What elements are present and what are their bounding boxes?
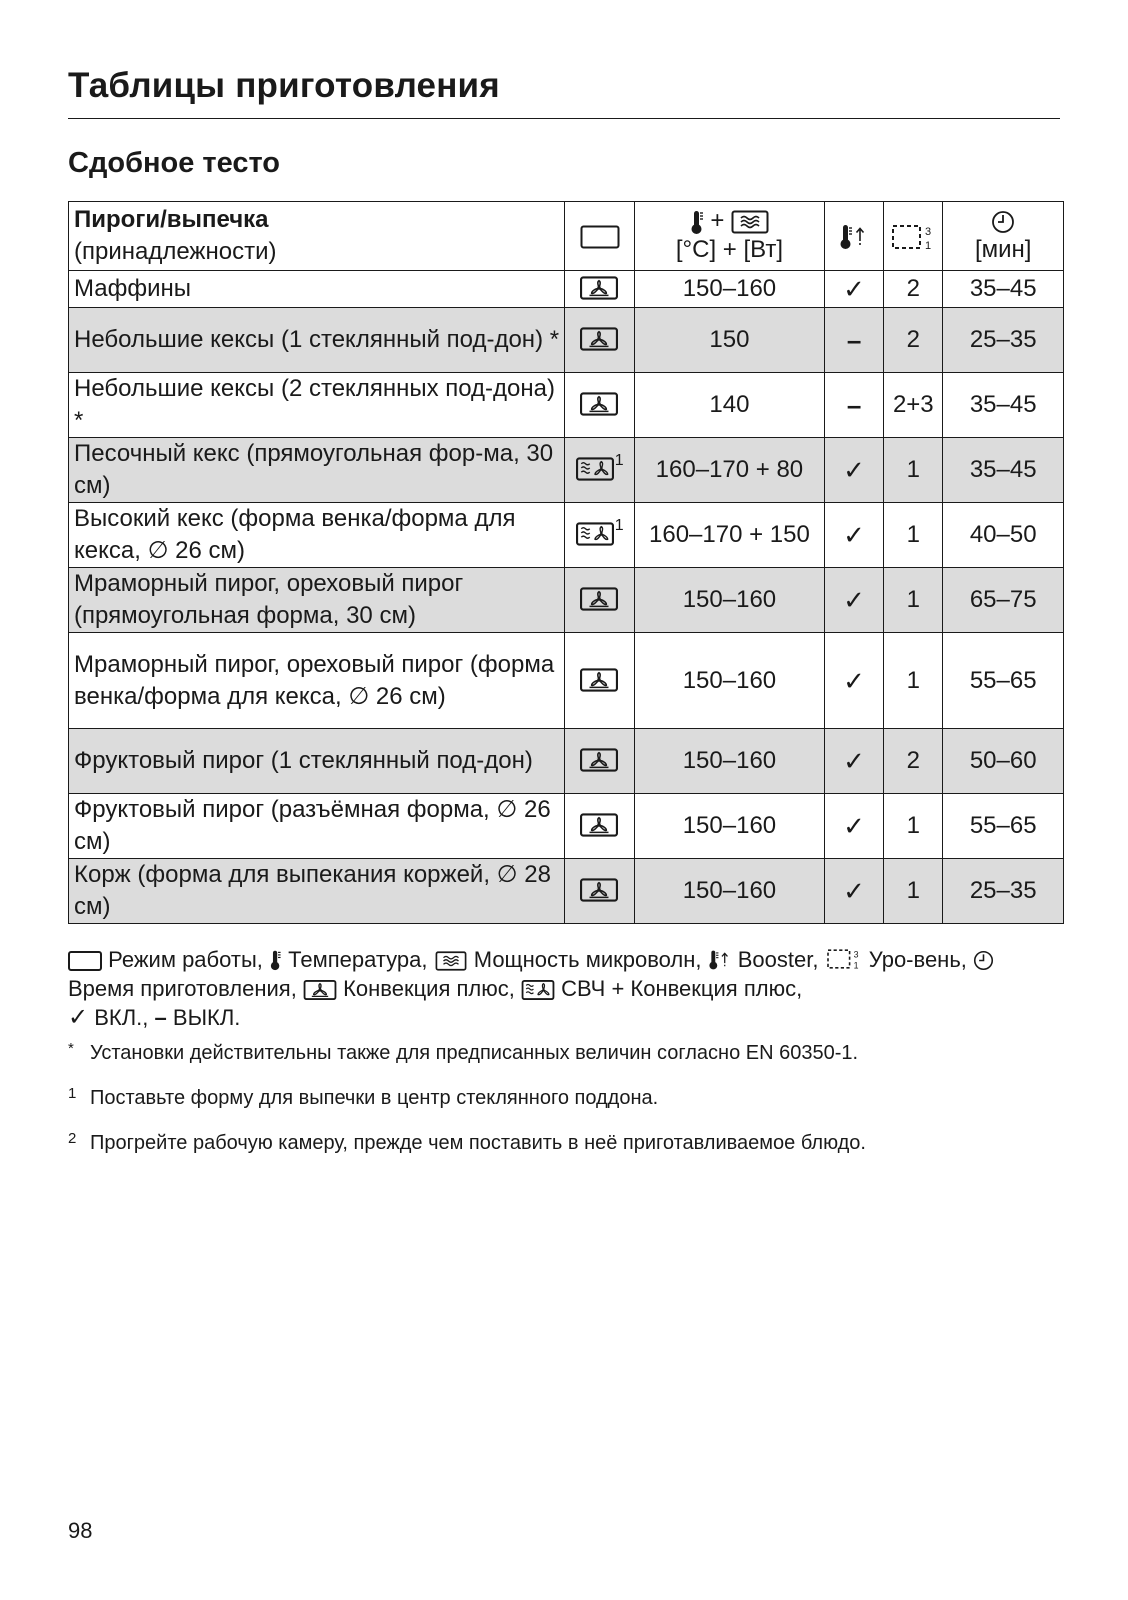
- mode-cell: [565, 859, 634, 924]
- footnote-marker: *: [68, 1040, 74, 1057]
- table-row: [69, 859, 1064, 924]
- mode-footnote-ref: 1: [614, 451, 624, 469]
- dish-name: [69, 308, 565, 373]
- dish-name: [69, 438, 565, 503]
- convection-plus-icon: [580, 813, 618, 837]
- level-cell: 1: [884, 633, 943, 729]
- dish-name: [69, 568, 565, 633]
- title-divider: [68, 118, 1060, 119]
- thermometer-icon: [690, 209, 704, 235]
- microwave-convection-plus-icon: [576, 457, 614, 481]
- legend-temperature: Температура,: [288, 947, 428, 972]
- table-row: [69, 271, 1064, 308]
- legend-level: Уро-вень,: [868, 947, 967, 972]
- table-row: [69, 568, 1064, 633]
- svg-text:3: 3: [853, 949, 859, 960]
- dish-name: [69, 729, 565, 794]
- legend-mw-convection: СВЧ + Конвекция плюс,: [561, 976, 803, 1001]
- time-cell: 55–65: [943, 794, 1064, 859]
- booster-icon: [839, 223, 869, 251]
- footnote-2: [68, 1126, 866, 1156]
- dish-name-text: Песочный кекс (прямоугольная фор-ма, 30 см): [74, 440, 554, 499]
- shelf-level-icon: [825, 947, 863, 971]
- table-header-row: [69, 202, 1064, 271]
- dish-name-text: Высокий кекс (форма венка/форма для кекса, ∅ 26 см): [74, 505, 516, 564]
- svg-text:1: 1: [925, 239, 932, 252]
- booster-cell: ✓: [824, 438, 883, 503]
- footnote-text: Установки действительны также для предписанных величин согласно EN 60350-1.: [90, 1042, 859, 1064]
- table-row: [69, 729, 1064, 794]
- dish-name-text: Небольшие кексы (2 стеклянных под-дона) *: [74, 375, 555, 434]
- mode-cell: [565, 438, 634, 503]
- time-cell: 35–45: [943, 271, 1064, 308]
- booster-cell: ✓: [824, 271, 883, 308]
- dish-name-text: Фруктовый пирог (разъёмная форма, ∅ 26 см): [74, 796, 551, 855]
- mode-cell: [565, 729, 634, 794]
- temperature-cell: 150–160: [634, 729, 824, 794]
- footnote-text: Прогрейте рабочую камеру, прежде чем поставить в неё приготавливаемое блюдо.: [90, 1132, 866, 1154]
- footnote-1: [68, 1081, 658, 1111]
- header-temp-units: [°C] + [Вт]: [675, 236, 783, 263]
- time-cell: 35–45: [943, 373, 1064, 438]
- temperature-cell: 150–160: [634, 568, 824, 633]
- page-title: Таблицы приготовления: [68, 66, 500, 105]
- temperature-cell: 150: [634, 308, 824, 373]
- mode-cell: [565, 271, 634, 308]
- level-cell: 1: [884, 503, 943, 568]
- temperature-cell: 160–170 + 150: [634, 503, 824, 568]
- mode-cell: [565, 568, 634, 633]
- level-cell: 2: [884, 271, 943, 308]
- level-cell: 2+3: [884, 373, 943, 438]
- convection-plus-icon: [580, 668, 618, 692]
- header-time-units: [мин]: [974, 236, 1032, 263]
- time-cell: 55–65: [943, 633, 1064, 729]
- header-dish: [69, 202, 565, 271]
- cooking-table: [68, 201, 1064, 924]
- header-mode: [565, 202, 634, 271]
- booster-cell: ✓: [824, 794, 883, 859]
- table-row: [69, 503, 1064, 568]
- thermometer-icon: [269, 949, 282, 971]
- footnote-marker: 1: [68, 1085, 77, 1102]
- booster-cell: –: [824, 373, 883, 438]
- clock-icon: [973, 950, 994, 971]
- convection-plus-icon: [580, 327, 618, 351]
- svg-text:3: 3: [925, 225, 932, 238]
- footnote-asterisk: [68, 1036, 858, 1066]
- mode-cell: [565, 633, 634, 729]
- legend: [68, 945, 1058, 1032]
- header-dish-accessories: (принадлежности): [74, 238, 277, 265]
- mode-cell: [565, 373, 634, 438]
- legend-mode: Режим работы,: [108, 947, 263, 972]
- dish-name-text: Мраморный пирог, ореховый пирог (форма венка/форма для кекса, ∅ 26 см): [74, 650, 555, 710]
- mode-box-icon: [580, 225, 620, 249]
- level-cell: 2: [884, 308, 943, 373]
- table-row: [69, 308, 1064, 373]
- section-title: Сдобное тесто: [68, 147, 281, 179]
- dish-name: [69, 503, 565, 568]
- time-cell: 50–60: [943, 729, 1064, 794]
- legend-on: ВКЛ.,: [94, 1005, 149, 1030]
- booster-cell: ✓: [824, 729, 883, 794]
- microwave-icon: [731, 210, 769, 234]
- convection-plus-icon: [580, 748, 618, 772]
- mode-box-icon: [68, 951, 102, 971]
- time-cell: 65–75: [943, 568, 1064, 633]
- header-dish-title: Пироги/выпечка: [74, 206, 269, 233]
- legend-microwave: Мощность микроволн,: [473, 947, 702, 972]
- footnote-marker: 2: [68, 1130, 77, 1147]
- mode-cell: [565, 308, 634, 373]
- time-cell: 40–50: [943, 503, 1064, 568]
- legend-booster: Booster,: [737, 947, 819, 972]
- mode-cell: [565, 794, 634, 859]
- dish-name-text: Мраморный пирог, ореховый пирог (прямоугольная форма, 30 см): [74, 570, 464, 629]
- footnote-text: Поставьте форму для выпечки в центр стеклянного поддона.: [90, 1087, 659, 1109]
- legend-convection: Конвекция плюс,: [343, 976, 515, 1001]
- level-cell: 1: [884, 859, 943, 924]
- convection-plus-icon: [580, 276, 618, 300]
- table-row: [69, 794, 1064, 859]
- svg-text:1: 1: [853, 960, 859, 971]
- dish-name: [69, 859, 565, 924]
- temperature-cell: 150–160: [634, 794, 824, 859]
- dish-name: [69, 271, 565, 308]
- dish-name: [69, 794, 565, 859]
- convection-plus-icon: [580, 878, 618, 902]
- microwave-convection-plus-icon: [576, 522, 614, 546]
- dish-name: [69, 373, 565, 438]
- level-cell: 1: [884, 568, 943, 633]
- convection-plus-icon: [580, 392, 618, 416]
- temperature-cell: 150–160: [634, 859, 824, 924]
- page-number: 98: [68, 1518, 93, 1543]
- dish-name-text: Небольшие кексы (1 стеклянный под-дон) *: [74, 326, 560, 353]
- legend-off: ВЫКЛ.: [172, 1005, 241, 1030]
- header-plus: +: [710, 207, 725, 234]
- temperature-cell: 150–160: [634, 271, 824, 308]
- legend-off-mark: –: [154, 1005, 167, 1030]
- level-cell: 1: [884, 438, 943, 503]
- time-cell: 25–35: [943, 308, 1064, 373]
- time-cell: 35–45: [943, 438, 1064, 503]
- booster-cell: –: [824, 308, 883, 373]
- booster-cell: ✓: [824, 859, 883, 924]
- header-level: [884, 202, 943, 271]
- level-cell: 2: [884, 729, 943, 794]
- booster-cell: ✓: [824, 503, 883, 568]
- microwave-icon: [434, 951, 468, 971]
- mode-footnote-ref: 1: [614, 516, 624, 534]
- level-cell: 1: [884, 794, 943, 859]
- time-cell: 25–35: [943, 859, 1064, 924]
- temperature-cell: 160–170 + 80: [634, 438, 824, 503]
- legend-time: Время приготовления,: [68, 976, 297, 1001]
- convection-plus-icon: [303, 980, 337, 1000]
- booster-cell: ✓: [824, 633, 883, 729]
- dish-name-text: Корж (форма для выпекания коржей, ∅ 28 см): [74, 861, 551, 920]
- dish-name-text: Маффины: [74, 275, 192, 302]
- dish-name: [69, 633, 565, 729]
- legend-on-mark: ✓: [68, 1004, 89, 1031]
- header-temperature: [634, 202, 824, 271]
- temperature-cell: 140: [634, 373, 824, 438]
- booster-cell: ✓: [824, 568, 883, 633]
- table-body: [69, 271, 1064, 924]
- dish-name-text: Фруктовый пирог (1 стеклянный под-дон): [74, 747, 533, 774]
- convection-plus-icon: [580, 587, 618, 611]
- temperature-cell: 150–160: [634, 633, 824, 729]
- header-time: [943, 202, 1064, 271]
- mode-cell: [565, 503, 634, 568]
- booster-icon: [708, 949, 732, 971]
- table-row: [69, 373, 1064, 438]
- clock-icon: [991, 210, 1015, 234]
- header-booster: [824, 202, 883, 271]
- table-row: [69, 438, 1064, 503]
- microwave-convection-plus-icon: [521, 980, 555, 1000]
- table-row: [69, 633, 1064, 729]
- shelf-level-icon: [890, 222, 936, 252]
